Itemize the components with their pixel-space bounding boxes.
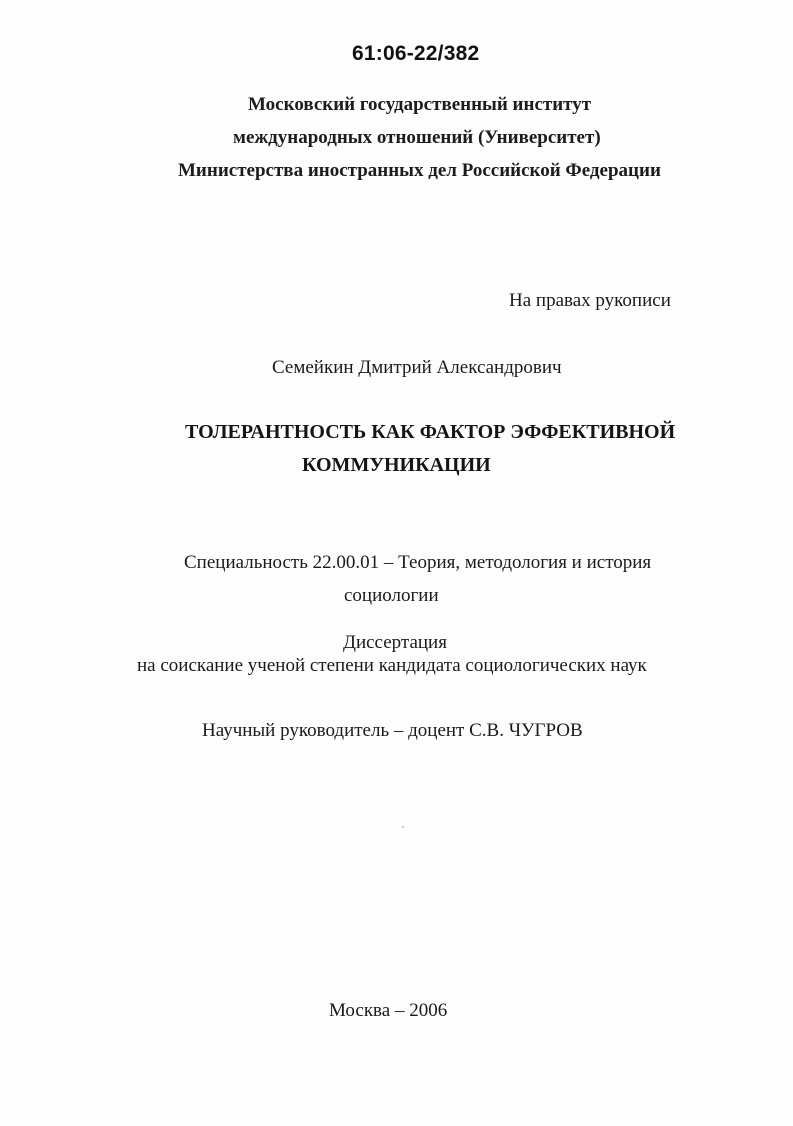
institution-line-3: Министерства иностранных дел Российской Федерации: [178, 160, 661, 181]
author-name: Семейкин Дмитрий Александрович: [272, 357, 562, 378]
dissertation-label: Диссертация: [343, 632, 447, 653]
dissertation-title-line-2: КОММУНИКАЦИИ: [302, 454, 491, 476]
institution-line-2: международных отношений (Университет): [233, 127, 601, 148]
city-year: Москва – 2006: [329, 1000, 448, 1021]
catalog-code: 61:06-22/382: [352, 42, 480, 65]
manuscript-rights-note: На правах рукописи: [509, 290, 671, 311]
degree-description: на соискание ученой степени кандидата социологических наук: [137, 655, 647, 676]
scientific-supervisor: Научный руководитель – доцент С.В. ЧУГРОВ: [202, 720, 583, 741]
specialty-line-2: социологии: [344, 585, 439, 606]
specialty-line-1: Специальность 22.00.01 – Теория, методология и история: [184, 552, 652, 573]
dissertation-title-line-1: ТОЛЕРАНТНОСТЬ КАК ФАКТОР ЭФФЕКТИВНОЙ: [185, 421, 676, 443]
scan-speck: [402, 826, 404, 828]
institution-line-1: Московский государственный институт: [248, 94, 592, 115]
